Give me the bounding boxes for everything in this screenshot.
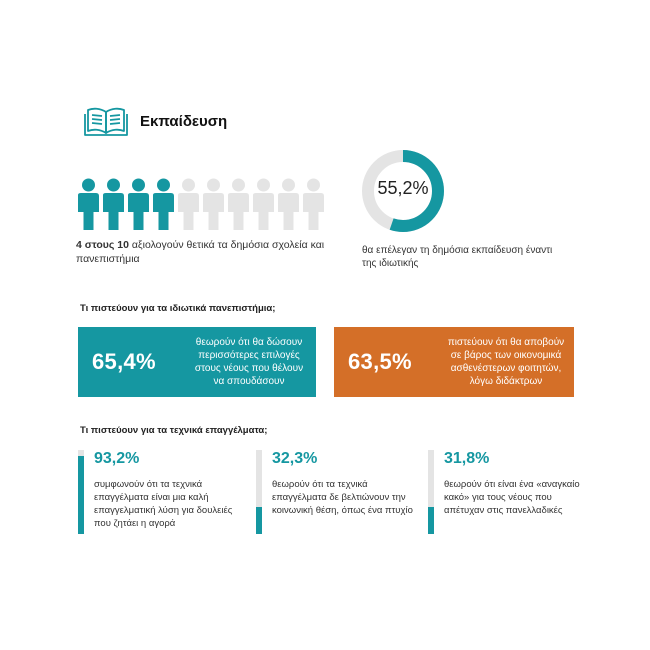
- private-universities-heading: Τι πιστεύουν για τα ιδιωτικά πανεπιστήμια;: [80, 303, 276, 314]
- tech-stat-value: 93,2%: [94, 450, 140, 467]
- people-pictogram: [76, 178, 326, 230]
- stat-box-value: 63,5%: [348, 349, 412, 374]
- donut-value: 55,2%: [377, 178, 429, 198]
- tech-stat-text: θεωρούν ότι τα τεχνικά επαγγέλματα δε βελτιώνουν την κοινωνική θέση, όπως ένα πτυχίο: [272, 479, 413, 516]
- tech-bar-track: [428, 450, 434, 534]
- people-caption-rest: αξιολογούν θετικά τα δημόσια σχολεία και πανεπιστήμια: [76, 239, 325, 265]
- tech-stat-value: 32,3%: [272, 450, 318, 467]
- people-caption: [76, 238, 336, 266]
- donut-caption: θα επέλεγαν τη δημόσια εκπαίδευση έναντι της ιδιωτικής: [362, 245, 553, 269]
- tech-stat-value: 31,8%: [444, 450, 490, 467]
- person-icon: [78, 179, 99, 231]
- tech-stat-2: [256, 450, 421, 540]
- person-icon: [203, 179, 224, 231]
- tech-stat-text: θεωρούν ότι είναι ένα «αναγκαίο κακό» για τους νέους που απέτυχαν στις πανελλαδικές: [444, 479, 580, 516]
- stat-box-fees: [334, 327, 574, 397]
- person-icon: [253, 179, 274, 231]
- open-book-icon: [84, 104, 128, 138]
- page-title: Εκπαίδευση: [140, 113, 228, 130]
- person-icon: [228, 179, 249, 231]
- stat-box-value: 65,4%: [92, 349, 156, 374]
- person-icon: [303, 179, 324, 231]
- person-icon: [153, 179, 174, 231]
- person-icon: [178, 179, 199, 231]
- tech-bar-fill: [428, 507, 434, 534]
- person-icon: [278, 179, 299, 231]
- tech-bar-fill: [256, 507, 262, 534]
- person-icon: [128, 179, 149, 231]
- people-caption-bold: 4 στους 10: [76, 239, 129, 251]
- tech-bar-track: [78, 450, 84, 534]
- stat-box-text: πιστεύουν ότι θα αποβούν σε βάρος των οικονομικά ασθενέστερων φοιτητών, λόγω διδάκτρων: [447, 337, 565, 387]
- tech-stat-text: συμφωνούν ότι τα τεχνικά επαγγέλματα είναι μια καλή επαγγελματική λύση για δουλειές που ζητάει η αγορά: [94, 479, 233, 529]
- tech-bar-fill: [78, 456, 84, 534]
- tech-stat-3: [428, 450, 593, 540]
- stat-box-choices: [78, 327, 316, 397]
- tech-bar-track: [256, 450, 262, 534]
- technical-professions-heading: Τι πιστεύουν για τα τεχνικά επαγγέλματα;: [80, 425, 268, 436]
- stat-box-text: θεωρούν ότι θα δώσουν περισσότερες επιλογές στους νέους που θέλουν να σπουδάσουν: [194, 337, 304, 387]
- tech-stat-1: [78, 450, 243, 540]
- person-icon: [103, 179, 124, 231]
